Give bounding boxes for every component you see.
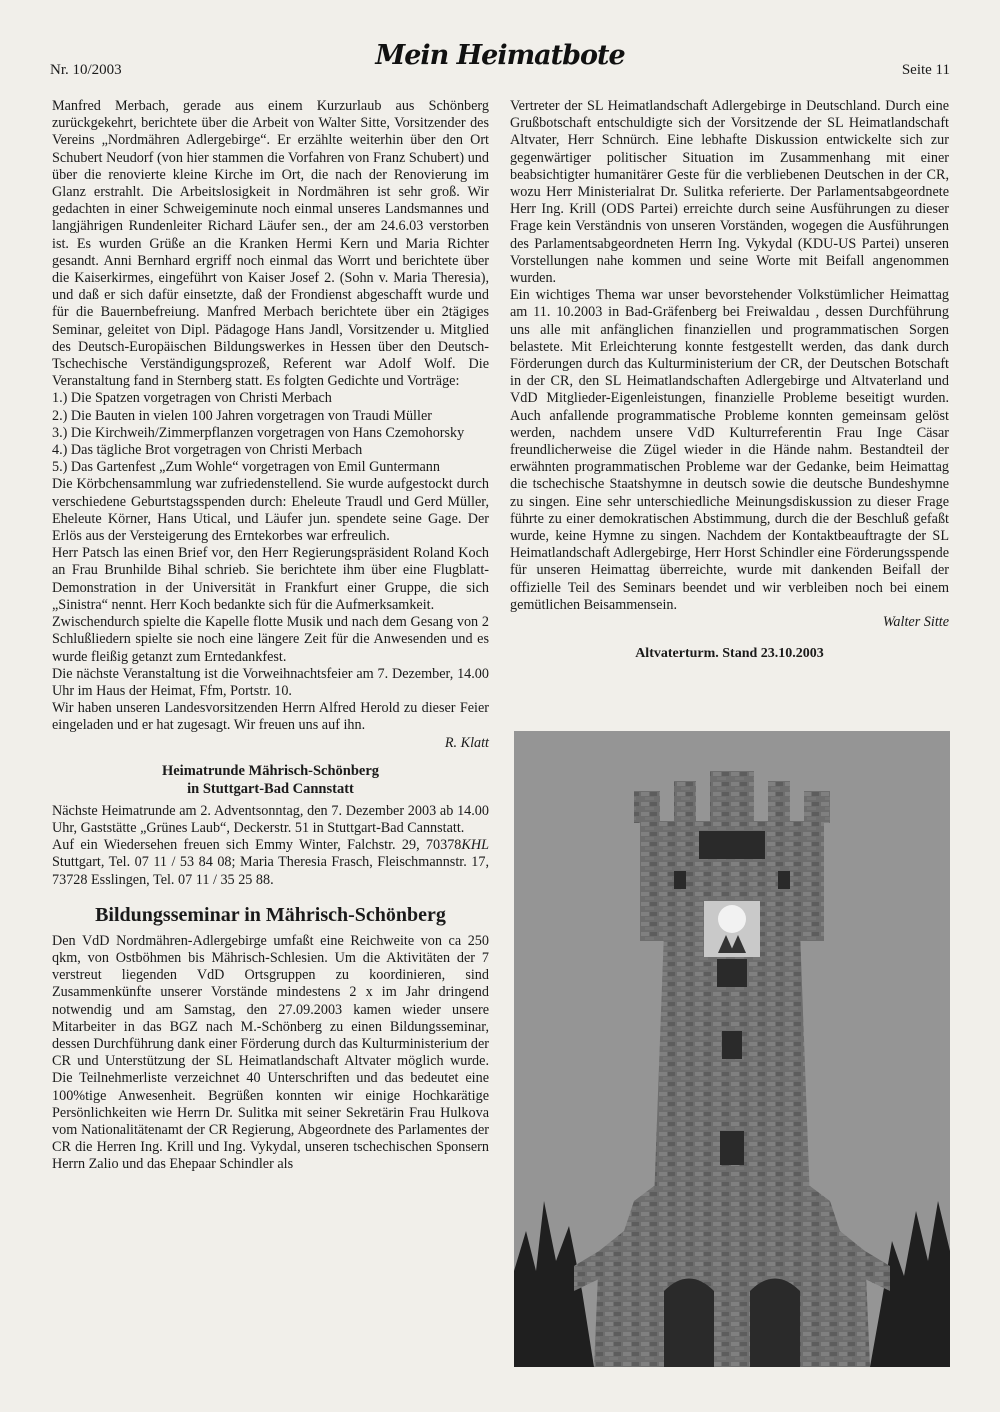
left-column — [52, 98, 489, 1174]
paragraph: Die nächste Veranstaltung ist die Vorweihnachtsfeier am 7. Dezember, 14.00 Uhr im Haus der Heimat, Ffm, Portstr. 10. — [52, 665, 489, 699]
heading-heimatrunde — [52, 762, 489, 798]
paragraph: Den VdD Nordmähren-Adlergebirge umfaßt eine Reichweite von ca 250 qkm, von Ostböhmen bis Mährisch-Schlesien. Um die Aktivitäten der 7 verstreut liegenden VdD Ortsgruppen zu koordinieren, sind Zusammenkünfte unserer Vorstände mindestens 2 x im Jahr dringend notwendig und am Samstag, den 27.09.2003 kamen wieder unsere Mitarbeiter in das BGZ nach M.-Schönberg zu einen Bildungsseminar, dessen Durchführung dank einer Förderung durch das Kulturministerium der CR und Unterstützung der SL Heimatlandschaft Altvater möglich wurde. Die Teilnehmerliste verzeichnet 40 Unterschriften und das bedeutet eine 100%tige Anwesenheit. Begrüßen konnten wir einige Hochkarätige Persönlichkeiten wie Herrn Dr. Sulitka mit seiner Sekretärin Frau Hulkova vom Nationalitätenamt der CR Regierung, Abgeordnete des Parlamentes der CR die Herren Ing. Krill und Ing. Vykydal, unseren tschechischen Sponsern Herrn Zalio und das Ehepaar Schindler als — [52, 932, 489, 1173]
right-column — [510, 98, 949, 663]
paragraph: Zwischendurch spielte die Kapelle flotte Musik und nach dem Gesang von 2 Schlußliedern spielte sie noch eine längere Zeit für die Anwesenden und es wurde fleißig getanzt zum Erntedankfest. — [52, 614, 489, 665]
tower-base — [594, 1186, 870, 1367]
masthead-title: Mein Heimatbote — [375, 40, 625, 71]
issue-number: Nr. 10/2003 — [50, 62, 122, 78]
paragraph: Vertreter der SL Heimatlandschaft Adlergebirge in Deutschland. Durch eine Grußbotschaft entschuldigte sich der Vorsitzende der SL Heimatlandschaft Altvater, Herr Schnürch. Eine lebhafte Diskussion entwickelte sich zur gegenwärtiger politischer Situation im Zusammenhang mit einer beabsichtigter humanitärer Geste für die verbliebenen Deutschen in der CR, wozu Herr Ministerialrat Dr. Sulitka referierte. Der Parlamentsabgeordnete Herr Ing. Krill (ODS Partei) erreichte durch seine Ausführungen zu dieser Frage kein Verständnis von unseren Vorständen, wogegen die Ausführungen des Parlamentsabgeordneten Herrn Ing. Vykydal (KDU-US Partei) unseren Vorstellungen nahe kommen und seine Worte mit Beifall angenommen wurden. — [510, 98, 949, 287]
heading-line: Heimatrunde Mährisch-Schönberg — [161, 762, 380, 779]
paragraph — [52, 837, 489, 889]
photo-caption: Altvaterturm. Stand 23.10.2003 — [635, 646, 824, 662]
list-item: 5.) Das Gartenfest „Zum Wohle“ vorgetragen von Emil Guntermann — [52, 459, 440, 476]
paragraph-text: Auf ein Wiedersehen freuen sich Emmy Winter, Falchstr. 29, 70378 Stuttgart, Tel. 07 11 / 53 84 08; Maria Theresia Frasch, Fleischmannstr. 17, 73728 Esslingen, Tel. 07 11 / 35 25 88. — [52, 837, 489, 888]
signature-khl: KHL — [461, 837, 489, 854]
heading-line: in Stuttgart-Bad Cannstatt — [187, 780, 354, 797]
list-item: 1.) Die Spatzen vorgetragen von Christi Merbach — [52, 390, 332, 407]
paragraph: Manfred Merbach, gerade aus einem Kurzurlaub aus Schönberg zurückgekehrt, berichtete über die Arbeit von Walter Sitte, Vorsitzender des Vereins „Nordmähren Adlergebirge“. Er erzählte weiterhin über den Ort Schubert Neudorf (von hier stammen die Vorfahren von Franz Schubert) und über die renovierte kleine Kirche im Ort, die nach der Renovierung im Glanz erstrahlt. Die Arbeitslosigkeit in Nordmähren ist sehr groß. Wir gedachten in einer Schweigeminute noch einmal unseres Landsmannes und langjährigen Rundenleiter Richard Läufer sen., der am 24.6.03 verstorben ist. Es wurden Grüße an die Kranken Hermi Kern und Maria Richter gesandt. Anni Bernhard ergriff noch einmal das Worrt und berichtete über die Kaiserkirmes, eingeführt von Kaiser Josef 2. (Sohn v. Maria Theresia), und daß er sich dafür einsetzte, daß der Frondienst abgeschafft wurde und für die Bauernbefreiung. Manfred Merbach berichtete über ein 2tägiges Seminar, geleitet von Dipl. Pädagoge Hans Jandl, Vorsitzender u. Mitglied des Deutsch-Europäischen Bildungswerkes in Hessen über den Deutsch- Tschechische Verständigungsprozeß, Referent war Adolf Wolf. Die Veranstaltung fand in Sternberg statt. Es folgten Gedichte und Vorträge: — [52, 98, 489, 390]
signature-sitte: Walter Sitte — [882, 614, 949, 631]
tower-photo — [514, 731, 950, 1367]
paragraph: Die Körbchensammlung war zufriedenstellend. Sie wurde aufgestockt durch verschiedene Geburtstagsspenden durch: Eheleute Traudl und Gerd Müller, Eheleute Körner, Hans Utical, und Läufer jun. spendete seine Gage. Der Erlös aus der Versteigerung des Erntekorbes war erfreulich. — [52, 476, 489, 545]
paragraph: Nächste Heimatrunde am 2. Adventsonntag, den 7. Dezember 2003 ab 14.00 Uhr, Gaststätte „Grünes Laub“, Deckerstr. 51 in Stuttgart-Bad Cannstatt. — [52, 802, 489, 836]
paragraph: Herr Patsch las einen Brief vor, den Herr Regierungspräsident Roland Koch an Frau Brunhilde Bihal schrieb. Sie berichtete ihm über eine Flugblatt-Demonstration in der Universität in Frankfurt einer Gruppe, die sich „Sinistra“ nennt. Herr Koch bedankte sich für die Aufmerksamkeit. — [52, 545, 489, 613]
list-item: 4.) Das tägliche Brot vorgetragen von Christi Merbach — [52, 442, 363, 459]
paragraph: Wir haben unseren Landesvorsitzenden Herrn Alfred Herold zu dieser Feier eingeladen und er hat zugesagt. Wir freuen uns auf ihn. — [52, 700, 489, 734]
signature-klatt: R. Klatt — [444, 734, 489, 751]
paragraph: Ein wichtiges Thema war unser bevorstehender Volkstümlicher Heimattag am 11. 10.2003 in Bad-Gräfenberg bei Freiwaldau , dessen Durchführung uns alle mit anfänglichen finanziellen und programmatischen Sorgen belastete. Mit Erleichterung konnte festgestellt werden, das dank durch Förderungen durch das Kulturministerium der CR, der Deutschen Botschaft in der CR, den SL Heimatlandschaften Adlergebirge und Altvaterland und VdD Mitglieder-Eigenleistungen, finanzielle Probleme beseitigt wurden. Auch anfallende programmatische Probleme konnten gemeinsam gelöst werden, nachdem unsere VdD Kulturreferentin Frau Inge Cäsar freundlicherweise die Zügel wieder in die Hände nahm. Bestandteil der erwähnten programmatischen Probleme war der Gedanke, beim Heimattag die tschechische Staatshymne in deutsch sowie die deutsche Bundeshymne zu singen. Eine sehr unterschiedliche Meinungsdiskussion zu dieser Frage führte zu einer demokratischen Abstimmung, durch die der Beschluß gefaßt wurde, keine Hymne zu singen. Nachdem der Kontaktbeauftragte der SL Heimatlandschaft Adlergebirge, Herr Horst Schindler eine Förderungsspende für unseren Heimattag überreichte, wurde mit dankenden Beifall der offizielle Teil des Seminars beendet und wir verbleiben noch bei einem gemütlichen Beisammensein. — [510, 287, 949, 613]
tower-illustration — [514, 731, 950, 1367]
page-number: Seite 11 — [901, 62, 950, 78]
heading-bildungsseminar: Bildungsseminar in Mährisch-Schönberg — [95, 903, 446, 926]
coat-of-arms — [704, 901, 760, 957]
list-item: 3.) Die Kirchweih/Zimmerpflanzen vorgetragen von Hans Czemohorsky — [52, 424, 465, 441]
list-item: 2.) Die Bauten in vielen 100 Jahren vorgetragen von Traudi Müller — [52, 407, 432, 424]
